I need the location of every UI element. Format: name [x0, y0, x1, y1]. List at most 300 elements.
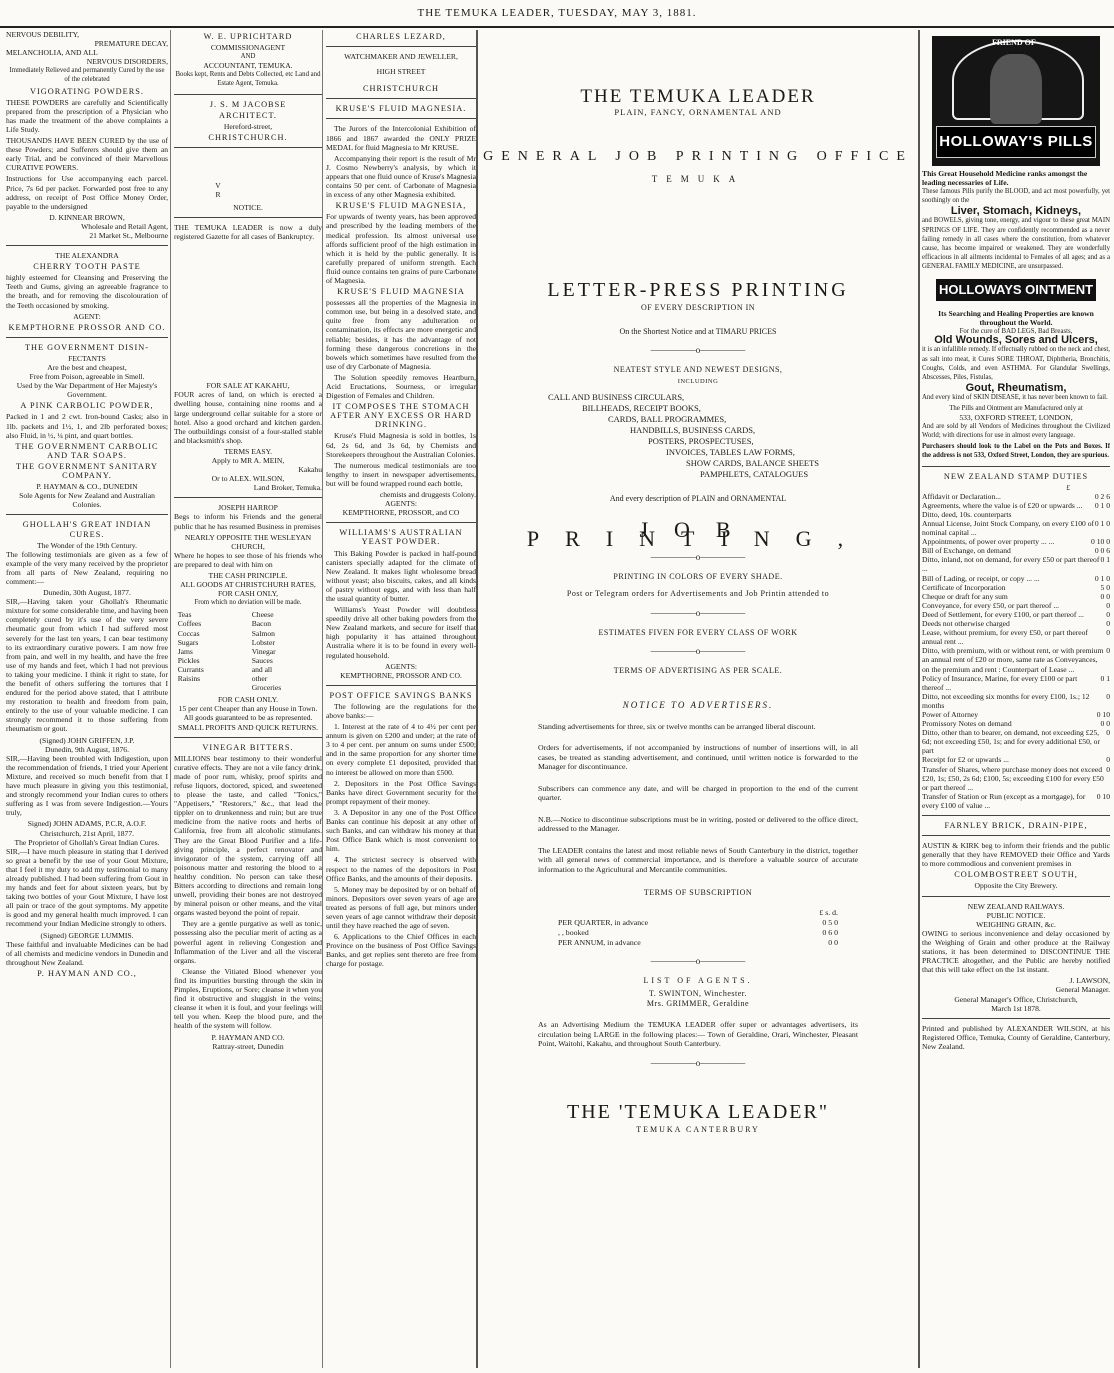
harrop-text: Begs to inform his Friends and the general public that he has resumed Business in premises — [174, 512, 322, 531]
kakahu-text: FOUR acres of land, on which is erected a dwelling house, containing nine rooms and a large underground cellar suitable for a store or hotel. Also a good orchard and kitchen garden. The outbuildings consist of a four-stalled stable and blacksmith's shop. — [174, 390, 322, 445]
stamp-duty-item: Ditto, inland, not on demand, for every £50 or part thereof ... — [922, 555, 1100, 574]
kruse-text-6: Kruse's Fluid Magnesia is sold in bottles, 1s 6d, 2s 6d, and 3s 6d, by Chemists and Storekeepers throughout the Australian Colonies. — [326, 431, 476, 459]
lezard-trade: WATCHMAKER AND JEWELLER, — [344, 52, 458, 62]
uprichard-line: COMMISSIONAGENT — [210, 43, 286, 53]
signature-3: (Signed) GEORGE LUMMIS. — [40, 930, 134, 940]
stamp-duty-item: Affidavit or Declaration... — [922, 491, 1001, 501]
hayman-name: P. HAYMAN AND CO. — [211, 1032, 285, 1042]
advertising-medium: As an Advertising Medium the TEMUKA LEADER offer super or advantages advertisers, its circulation being LARGE in the following places:— Town of Geraldine, Orari, Winchester, Pleasant Point, Waitohi, Kakahu, and throughout South Canterbury. — [538, 1020, 858, 1049]
page-masthead: THE TEMUKA LEADER, TUESDAY, MAY 3, 1881. — [0, 0, 1114, 28]
kruse-text-7: The numerous medical testimonials are too lengthy to insert in newspaper advertisements, but will be found wrapped round each bottle, — [326, 460, 476, 488]
uprichard-name: W. E. UPRICHTARD — [203, 32, 293, 41]
divider — [174, 147, 322, 148]
jacobs-title: ARCHITECT. — [218, 110, 277, 120]
friend-of-label: FRIEND OF — [992, 38, 1036, 47]
stamp-duty-item: Agreements, where the value is of £20 or upwards ... — [922, 500, 1083, 510]
goods-item: Lobster — [251, 637, 275, 647]
letter-3: SIR,—I have much pleasure in stating that I derived so great a benefit by the use of your Gout Mixture, that I feel it my duty to add my testimonial to many already published. I had been suffering from Gout in my hands and feet for about sixteen years, but by taking two bottles of your Gout Mixture, I have lost all pain or trace of the gout symptoms. My appetite is good and my general health much improved. I can recommend your Indian Medicine strongly to others. — [6, 846, 168, 929]
instructions-text: Instructions for Use accompanying each parcel. Price, 7s 6d per packet. Forwarded post free to any address, on receipt of Post Office Money Order, payable to the undersigned — [6, 174, 168, 211]
goods-item: Vinegar — [251, 646, 276, 656]
divider — [174, 497, 322, 498]
stamp-duty-row — [922, 628, 1110, 646]
stamp-duty-amount: 0 — [1106, 600, 1110, 610]
stamp-duty-item: Transfer of Shares, where purchase money does not exceed £20, 1s; £50, 2s 6d; £100, 5s; exceeding £100 for every £50 or part thereof ... — [922, 764, 1104, 792]
divider — [6, 514, 168, 515]
apply-line: Apply to MR A. MEIN, — [211, 455, 285, 465]
goods-item: Sauces — [251, 655, 273, 665]
goods-item: Salmon — [251, 628, 275, 638]
apply-line: Land Broker, Temuka. — [253, 483, 322, 493]
subscription-value: 0 5 0 — [822, 917, 838, 927]
vinegar-heading: VINEGAR BITTERS. — [202, 742, 294, 752]
stamp-duty-row — [922, 555, 1110, 573]
manufactured-line: The Pills and Ointment are Manufactured only at — [949, 404, 1083, 412]
stamp-duty-row — [922, 583, 1110, 592]
leader-town: TEMUKA — [651, 174, 745, 185]
stamp-duty-item: Policy of Insurance, Marine, for every £100 or part thereof ... — [922, 673, 1078, 692]
brewery-line: Opposite the City Brewery. — [974, 881, 1058, 891]
signature-2: Signed) JOHN ADAMS, P.C.R, A.O.F. — [27, 819, 147, 829]
service-item: CARDS, BALL PROGRAMMES, — [608, 413, 727, 424]
lawson-line: J. LAWSON, — [1069, 976, 1110, 986]
weighing-heading: WEIGHING GRAIN, &c. — [976, 919, 1056, 929]
divider — [174, 94, 322, 95]
divider — [326, 522, 476, 523]
ornament-divider: —————o————— — [650, 1057, 746, 1068]
goods-item: Teas — [177, 610, 192, 620]
goods-item: Groceries — [251, 683, 282, 693]
divider — [6, 337, 168, 338]
agent-entry: Mrs. GRIMMER, Geraldine — [646, 999, 750, 1009]
kruse-text-3: For upwards of twenty years, has been approved and prescribed by the leading members of the medical profession. Its almost universal use affords sufficient proof of the high estimation in which it is held by the public generally. It is carefully prepared of uniform strength. Each fluid ounce contains ten grains of pure Carbonate of Magnesia. — [326, 212, 476, 285]
vinegar-text: MILLIONS bear testimony to their wonderful curative effects. They are not a vile fancy drink, made of poor rum, whisky, proof spirits and refuse liquors, doctored, spiced, and sweetened to please the taste, and called "Tonics," "Appetisers," "Restorers," &c., that lead the tippler on to drunkenness and ruin; but are true medicine from the native roots and herbs of California, free from all alcoholic stimulants. They are the Great Blood Purifier and a life-giving principle, a perfect renovator and invigorator of the system, carrying off all poisonous matter and restoring the blood to a healthy condition. No person can take these Bitters according to directions and remain long unwell, providing their bones are not destroyed by mineral poison or other means, and the vital organs wasted beyond the point of repair. — [174, 753, 322, 918]
divider — [174, 737, 322, 738]
cash-principle: THE CASH PRINCIPLE. — [208, 571, 288, 580]
posb-rule: 6. Applications to the Chief Offices in each Province on the business of Post Office Savings Banks, and get replies sent thereto are free from charge for postage. — [326, 932, 476, 969]
notice-para: Standing advertisements for three, six or twelve months can be arranged liberal discount. — [538, 721, 816, 731]
public-notice: PUBLIC NOTICE. — [986, 910, 1046, 920]
lezard-street: HIGH STREET — [376, 67, 426, 77]
stamp-duty-row — [922, 755, 1110, 764]
harrop-location: NEARLY OPPOSITE THE WESLEYAN CHURCH, — [184, 532, 312, 551]
disinfectants-heading: THE GOVERNMENT DISIN- — [24, 342, 150, 352]
estimates-line: ESTIMATES FIVEN FOR EVERY CLASS OF WORK — [598, 627, 798, 637]
kempthorne-name: KEMPTHORNE PROSSOR AND CO. — [8, 322, 166, 332]
stamp-duty-amount: 0 1 0 — [1094, 519, 1110, 528]
stamp-duty-item: Cheque or draft for any sum — [922, 591, 1008, 601]
divider — [922, 815, 1110, 816]
stamp-duty-row — [922, 519, 1110, 537]
williams-heading: WILLIAMS'S AUSTRALIAN YEAST POWDER. — [339, 528, 463, 547]
posb-rule: 4. The strictest secrecy is observed with respect to the names of the depositors in Post Office Banks, and the amounts of their deposits. — [326, 855, 476, 883]
vinegar-text-3: Cleanse the Vitiated Blood whenever you find its impurities bursting through the skin in Pimples, Eruptions, or Sore; cleanse it when you find it obstructive and sluggish in the veins; cleanse it when it is foul, and your feelings will tell you when. Keep the blood pure, and the health of the system will follow. — [174, 966, 322, 1031]
plain-ornamental: And every description of PLAIN and ORNAMENTAL — [609, 493, 787, 503]
harrop-name: JOSEPH HARROP — [218, 503, 278, 513]
no-deviation: From which no deviation will be made. — [194, 599, 302, 607]
post-telegram-line: Post or Telegram orders for Advertisements and Job Printin attended to — [566, 589, 830, 599]
stamp-duty-item: Transfer of Station or Run (except as a mortgage), for every £100 of value ... — [922, 791, 1086, 810]
agent-entry: T. SWINTON, Winchester. — [648, 989, 748, 999]
kruse-heading-2: KRUSE'S FLUID MAGNESIA, — [335, 201, 467, 211]
small-profits: SMALL PROFITS AND QUICK RETURNS. — [177, 722, 318, 732]
stamp-duty-amount: 0 1 0 — [1094, 500, 1110, 510]
stamp-duty-row — [922, 792, 1110, 810]
stamp-duty-item: Lease, without premium, for every £50, or part thereof annual rent ... — [922, 628, 1088, 647]
goods-item: Pickles — [177, 655, 200, 665]
goods-item: Coffees — [177, 619, 202, 629]
holloway-pills-banner: HOLLOWAY'S PILLS — [936, 126, 1096, 158]
stamp-duty-item: Ditto, not exceeding six months for every £100, 1s.; 12 months — [922, 691, 1090, 710]
stamp-duties-list — [922, 492, 1110, 810]
goods-item: Bacon — [251, 619, 272, 629]
nervous-line-1: NERVOUS DEBILITY, — [6, 30, 80, 39]
neatest-style: NEATEST STYLE AND NEWEST DESIGNS, — [613, 364, 783, 374]
stamp-duty-row — [922, 574, 1110, 583]
wounds-text: it is an infallible remedy. If effectually rubbed on the neck and chest, as salt into meat, it Cures SORE THROAT, Diphtheria, Bronchitis, Coughs, Colds, and even ASTHMA. For Glandular Swellings, Abscesses, Piles, Fistulas, — [922, 346, 1110, 381]
terms-line: TERMS OF ADVERTISING AS PER SCALE. — [613, 665, 783, 675]
divider — [174, 217, 322, 218]
uprichard-line: AND — [240, 53, 256, 61]
divider — [326, 98, 476, 99]
subscription-row — [558, 928, 838, 937]
letter-addressee: The Proprietor of Ghollah's Great Indian Cures. — [14, 837, 160, 847]
kinnear-role: Wholesale and Retail Agent, — [81, 221, 168, 231]
ornament-divider: —————o————— — [650, 552, 746, 563]
stamp-duty-item: Promissory Notes on demand — [922, 719, 1012, 729]
stamp-duty-amount: 0 0 — [1100, 591, 1110, 601]
notice-para: Subscribers can commence any date, and will be charged in proportion to the end of the current quarter. — [538, 783, 858, 803]
every-description: OF EVERY DESCRIPTION IN — [640, 303, 756, 313]
column-5 — [922, 30, 1110, 1368]
stamp-duty-amount: 0 2 6 — [1094, 491, 1110, 501]
divider — [6, 245, 168, 246]
ornament-divider: —————o————— — [650, 607, 746, 618]
stamp-duty-amount: 0 — [1106, 628, 1110, 638]
kruse-heading: KRUSE'S FLUID MAGNESIA. — [335, 104, 467, 114]
stamp-duty-amount: 0 0 6 — [1094, 546, 1110, 556]
kempthorne-name: KEMPTHORNE, PROSSOR AND CO. — [340, 670, 462, 680]
kinnear-address: 21 Market St., Melbourne — [89, 230, 168, 240]
stamp-duty-row — [922, 674, 1110, 692]
nervous-heading — [6, 30, 168, 96]
stamp-duty-amount: 0 — [1106, 609, 1110, 619]
shortest-notice: On the Shortest Notice and at TIMARU PRICES — [619, 326, 777, 336]
stamp-duty-row — [922, 592, 1110, 601]
disinfectants-line: Free from Poison, agreeable in Smell. — [29, 372, 145, 382]
subscription-label: PER QUARTER, in advance — [558, 917, 649, 927]
disinfectants-line: Are the best and cheapest, — [47, 363, 127, 372]
services-list — [548, 392, 838, 480]
stamp-duty-amount: 5 0 — [1100, 582, 1110, 592]
printer-imprint: Printed and published by ALEXANDER WILSON, at his Registered Office, Temuka, County of Geraldine, Canterbury, New Zealand. — [922, 1023, 1110, 1051]
stamp-duty-amount: 0 10 — [1096, 791, 1110, 801]
notice-para: The LEADER contains the latest and most reliable news of South Canterbury in the district, together with all general news of commercial importance, and is therefore a valuable source of accurate information to the Agricultural and Mercantile communities. — [538, 845, 858, 874]
sanitary-company: THE GOVERNMENT SANITARY COMPANY. — [15, 461, 159, 481]
stamp-duty-amount: 0 1 0 — [1094, 573, 1110, 583]
colombo-street: COLOMBOSTREET SOUTH, — [954, 870, 1078, 880]
stamp-duty-row — [922, 537, 1110, 546]
kruse-heading-3: KRUSE'S FLUID MAGNESIA — [337, 287, 465, 297]
guaranteed-line: All goods guaranteed to be as represented. — [183, 713, 313, 723]
great-household: This Great Household Medicine ranks amongst the leading necessaries of Life. — [922, 169, 1088, 188]
cheaper-line: 15 per cent Cheaper than any House in Town. — [178, 704, 318, 714]
nervous-line-2: PREMATURE DECAY, — [94, 39, 168, 49]
stamp-duty-amount: 0 1 — [1100, 673, 1110, 683]
stamp-duty-item: Ditto, deed, 10s. counterparts — [922, 509, 1012, 519]
column-4-leader-advert — [476, 30, 920, 1368]
posb-rule: 2. Depositors in the Post Office Savings Banks have direct Government security for the prompt repayment of their money. — [326, 778, 476, 806]
stamp-duty-amount: 0 — [1106, 646, 1110, 656]
leader-subtitle: PLAIN, FANCY, ORNAMENTAL AND — [614, 107, 782, 118]
including-label: INCLUDING — [677, 377, 719, 385]
posb-heading: POST OFFICE SAVINGS BANKS — [329, 690, 473, 700]
lezard-name: CHARLES LEZARD, — [356, 32, 446, 41]
stamp-duty-item: Deed of Settlement, for every £100, or part thereof ... — [922, 609, 1084, 619]
stamp-currency: £ — [1066, 482, 1070, 492]
stamp-duty-amount: 0 10 0 — [1091, 537, 1110, 547]
royal-cipher: V R — [215, 180, 281, 200]
column-1 — [6, 30, 168, 1368]
agents-label: AGENTS: — [384, 499, 418, 509]
stamp-duty-amount: 0 1 — [1100, 555, 1110, 565]
liver-heading: Liver, Stomach, Kidneys, — [950, 205, 1082, 218]
pills-text: These famous Pills purify the BLOOD, and act most powerfully, yet soothingly on the — [922, 188, 1110, 205]
letter-date: Christchurch, 21st April, 1877. — [39, 828, 135, 838]
subscription-currency: £ s. d. — [819, 907, 838, 917]
posb-rule: 3. A Depositor in any one of the Post Office Banks can continue his deposit at any other of such Banks, and can withdraw his money at that Post Office Bank which is most convenient to him. — [326, 807, 476, 854]
stamp-duties-heading: NEW ZEALAND STAMP DUTIES — [943, 471, 1089, 481]
stamp-duty-amount: 0 — [1106, 619, 1110, 629]
letter-date: Dunedin, 9th August, 1876. — [45, 744, 129, 754]
stamp-duty-row — [922, 610, 1110, 619]
posb-intro: The following are the regulations for the above banks:— — [326, 701, 476, 720]
divider — [922, 896, 1110, 897]
divider — [326, 46, 476, 47]
lawson-line: General Manager. — [1055, 985, 1110, 995]
kakahu-heading: FOR SALE AT KAKAHU, — [206, 381, 290, 391]
goods-item: and all other — [251, 664, 273, 684]
stamp-duty-item: Bill of Lading, or receipt, or copy ... ... — [922, 573, 1040, 583]
ornament-divider: —————o————— — [650, 645, 746, 656]
sold-text: And are sold by all Vendors of Medicines throughout the Civilized World; with directions for use in almost every language. — [922, 423, 1110, 440]
stamp-duty-row — [922, 728, 1110, 755]
alexandra-heading: THE ALEXANDRA — [55, 251, 119, 261]
harrop-where: Where he hopes to see those of his friends who are prepared to deal with him on — [174, 550, 322, 569]
hayman-dunedin: P. HAYMAN & CO., DUNEDIN — [36, 482, 138, 492]
agents-heading: LIST OF AGENTS. — [643, 976, 753, 986]
subscription-heading: TERMS OF SUBSCRIPTION — [643, 888, 753, 898]
cure-line: For the cure of BAD LEGS, Bad Breasts, — [959, 328, 1073, 336]
notice-para: N.B.—Notice to discontinue subscriptions must be in writing, posted or delivered to the office direct, addressed to the Manager. — [538, 814, 858, 834]
goods-item: Sugars — [177, 637, 199, 647]
stamp-duty-item: Conveyance, for every £50, or part thereof ... — [922, 600, 1060, 610]
divider — [922, 1018, 1110, 1019]
stamp-duty-item: Deeds not otherwise charged — [922, 619, 1010, 629]
blank-space — [174, 243, 322, 381]
lawson-line: General Manager's Office, Christchurch, — [954, 994, 1078, 1004]
goods-item: Raisins — [177, 674, 201, 684]
searching-line: Its Searching and Healing Properties are known throughout the World. — [938, 309, 1094, 328]
footer-title: THE 'TEMUKA LEADER" — [567, 1100, 829, 1123]
subscription-label: PER ANNUM, in advance — [558, 937, 641, 947]
hayman-address: Rattray-street, Dunedin — [212, 1041, 284, 1051]
cherry-heading: CHERRY TOOTH PASTE — [33, 262, 141, 272]
divider — [326, 685, 476, 686]
general-job-office: GENERAL JOB PRINTING OFFICE — [483, 149, 913, 165]
subscription-row — [558, 918, 838, 927]
stamp-duty-amount: 0 0 — [1100, 719, 1110, 729]
stamp-duty-amount: 0 — [1106, 728, 1110, 738]
stamp-duty-row — [922, 510, 1110, 519]
nervous-line-4: NERVOUS DISORDERS, — [86, 57, 168, 67]
service-item: INVOICES, TABLES LAW FORMS, — [666, 446, 795, 457]
ghollah-text: The following testimonials are given as a few of example of the very many received by the proprietor from all parts of New Zealand, requiring no comment:— — [6, 549, 168, 586]
holloway-pills-illustration — [932, 36, 1100, 166]
stamp-duty-row — [922, 546, 1110, 555]
apply-line: Kakahu — [298, 465, 322, 475]
cherry-text: highly esteemed for Cleansing and Preserving the Teeth and Gums, giving an agreeable fragrance to the breath, and for removing the discolouration of the Teeth occasioned by smoking. — [6, 273, 168, 310]
stamp-duty-row — [922, 646, 1110, 673]
stamp-duty-item: Ditto, with premium, with or without rent, or with premium an annual rent of £20 or more, same rate as Conveyances, on the premium and rent : Counterpart of Lease ... — [922, 646, 1104, 674]
kruse-chemists: chemists and druggests Colony. — [379, 490, 476, 500]
column-3 — [322, 30, 476, 1368]
subscription-value: 0 0 — [828, 937, 838, 947]
lawson-line: March 1st 1878. — [991, 1003, 1041, 1013]
service-item: CALL AND BUSINESS CIRCULARS, — [548, 391, 685, 402]
apply-line: Or to ALEX. WILSON, — [211, 474, 285, 484]
stamp-duty-item: Power of Attorney — [922, 709, 979, 719]
uprichard-line: ACCOUNTANT, TEMUKA. — [203, 61, 293, 71]
uprichard-services: Books kept, Rents and Debts Collected, etc Land and Estate Agent, Temuka. — [175, 71, 321, 88]
austin-text: AUSTIN & KIRK beg to inform their friends and the public generally that they have REMOVED their Office and Yards to more commodious and convenient premises in — [922, 841, 1110, 869]
stamp-duty-amount: 0 — [1106, 755, 1110, 765]
stamp-duty-item: Receipt for £2 or upwards ... — [922, 755, 1009, 765]
notice-para: Orders for advertisements, if not accompanied by instructions of number of insertions will, in all cases, be treated as standing advertisement, and continued, until written notice is forwarded to the Manager for discontinuance. — [538, 743, 858, 772]
service-item: BILLHEADS, RECEIPT BOOKS, — [582, 402, 701, 413]
letter-date: Dunedin, 30th August, 1877. — [43, 588, 131, 598]
stamp-duty-row — [922, 601, 1110, 610]
agent-label: AGENT: — [73, 311, 101, 321]
farnley-heading: FARNLEY BRICK, DRAIN-PIPE, — [944, 821, 1088, 830]
stamp-duty-amount: 0 10 — [1096, 709, 1110, 719]
goods-item: Coccas — [177, 628, 200, 638]
ghollah-wonder: The Wonder of the 19th Century. — [37, 540, 137, 550]
kruse-text-5: The Solution speedily removes Heartburn, Acid Eructations, Sourness, or irregular Digestion of Females and Children. — [326, 372, 476, 401]
colors-line: PRINTING IN COLORS OF EVERY SHADE. — [613, 572, 783, 582]
goods-item: Currants — [177, 664, 204, 674]
stamp-duty-item: Certificate of Incorporation — [922, 582, 1006, 592]
divider — [922, 835, 1110, 836]
subscription-header-row — [558, 908, 838, 917]
stamp-duty-row — [922, 501, 1110, 510]
kruse-text-4: possesses all the properties of the Magnesia in common use, but being in a desolved state, and quite free from any adulteration or contamination, its effects are more energetic and reliable; besides, it has the advantage of not forming these dangerous concretions in the bowels which sometimes have resulted from the use of dry Carbonate of Magnesia. — [326, 298, 476, 371]
packed-text: Packed in 1 and 2 cwt. Iron-bound Casks; also in 1lb. packets and 1½, 1, and 2lb perforated boxes; also Fluid, in ½, ¼ pint, and quart bottles. — [6, 412, 168, 440]
carbolic-powder: A PINK CARBOLIC POWDER, — [20, 401, 154, 411]
goods-list — [174, 610, 322, 692]
powders-text: THESE POWDERS are carefully and Scientifically prepared from the prescription of a Physician who has made the treatment of the above complaints a Life Study. — [6, 97, 168, 134]
railways-heading: NEW ZEALAND RAILWAYS. — [967, 901, 1065, 911]
subscription-row — [558, 938, 838, 947]
nervous-line-6: VIGORATING POWDERS. — [30, 86, 144, 96]
stamp-duty-amount: 0 — [1106, 764, 1110, 774]
stamp-duty-amount: 0 — [1106, 691, 1110, 701]
seated-figure-icon — [990, 54, 1042, 124]
goods-left — [178, 610, 245, 692]
disinfectants-line: Used by the War Department of Her Majesty's Government. — [16, 381, 158, 400]
column-2 — [170, 30, 322, 1368]
stamp-duty-item: Annual License, Joint Stock Company, on every £100 of nominal capital ... — [922, 519, 1095, 538]
nervous-line-5: Immediately Relieved and permanently Cured by the use of the celebrated — [9, 67, 165, 84]
notice-heading: NOTICE. — [233, 202, 263, 212]
faithful-text: These faithful and invaluable Medicines can be had of all chemists and medicine vendors in Dunedin and throughout New Zealand. — [6, 939, 168, 967]
kruse-composes: IT COMPOSES THE STOMACH AFTER ANY EXCESS OR HARD DRINKING. — [330, 402, 472, 430]
goods-right — [252, 610, 319, 692]
purchasers-text: Purchasers should look to the Label on the Pots and Boxes. If the address is not 533, Oxford Street, London, they are spurious. — [922, 443, 1110, 460]
stamp-duty-item: Ditto, other than to bearer, on demand, not exceeding £25, 6d; not exceeding £50, 1s; and for every additional £50, or part — [922, 728, 1100, 756]
signature-1: (Signed) JOHN GRIFFEN, J.P. — [39, 735, 135, 745]
goods-item: Cheese — [251, 610, 274, 620]
agents-label: AGENTS: — [384, 661, 418, 671]
hayman-footer: P. HAYMAN AND CO., — [37, 968, 137, 978]
oxford-address: 533, OXFORD STREET, LONDON, — [959, 413, 1073, 423]
posb-rule: 1. Interest at the rate of 4 to 4½ per cent per annum is given on £200 and under; at the rate of 3 to 4 per cent. per annum on sums under £500; and in the same proportion for any shorter time on every complete £1 deposited, provided that no interest be allowed on more than £500. — [326, 722, 476, 777]
kinnear-name: D. KINNEAR BROWN, — [49, 212, 125, 222]
stamp-duty-row — [922, 765, 1110, 792]
ornament-divider: —————o————— — [650, 955, 746, 966]
williams-text-1: This Baking Powder is packed in half-pound canisters specially adapted for the climate of New Zealand. It makes light wholesome bread without yeast; also biscuits, cakes, and all kinds of pastry without eggs, and with less than half the usual quantity of butter. — [326, 548, 476, 603]
divider — [922, 466, 1110, 467]
gout-text: And every kind of SKIN DISEASE, it has never been known to fail. — [922, 393, 1108, 401]
all-goods: ALL GOODS AT CHRISTCHURH RATES, FOR CASH ONLY, — [180, 580, 316, 599]
notice-to-advertisers: NOTICE TO ADVERTISERS. — [622, 699, 774, 710]
sole-agents: Sole Agents for New Zealand and Australian Colonies. — [19, 491, 155, 510]
ghollah-heading: GHOLLAH'S GREAT INDIAN CURES. — [22, 520, 152, 539]
disinfectants-sub: FECTANTS — [68, 353, 106, 363]
subscription-label: , , booked — [558, 927, 589, 937]
stamp-duty-row — [922, 692, 1110, 710]
wounds-heading: Old Wounds, Sores and Ulcers, — [934, 334, 1098, 347]
jacobs-name: J. S. M JACOBSE — [209, 99, 287, 109]
jacobs-street: Hereford-street, — [223, 121, 273, 131]
letter-1: SIR,—Having taken your Ghollah's Rheumatic mixture for some considerable time, and having been completely cured by it's use of the very severe rheumatic gout from which I had suffered most severely for the last ten years, I can bear testimony to its extraordinary curative powers. I am now free from pain, and well in my health, and have the free use of my hands and feet, which I had not previous to taking your medicine. I think it right to state, for the benefit of others suffering the tortures that I endured for the period above stated, that I attribute my restoration to health and freedom from pain, entirely to the use of your valuable medicine. I can strongly recommend it to those suffering from rheumatism or gout. — [6, 597, 168, 734]
goods-item: Jams — [177, 646, 193, 656]
kruse-text-2: Accompanying their report is the result of Mr J. Cosmo Newberry's analysis, by which it appears that one fluid ounce of Kruse's Magnesia contains 50 per cent. of Carbonate of Magnesia in excess of any other Magnesia exhibited. — [326, 153, 476, 200]
holloway-ointment-banner: HOLLOWAYS OINTMENT — [936, 279, 1096, 301]
stamp-duty-row — [922, 492, 1110, 501]
terms-easy: TERMS EASY. — [224, 446, 272, 456]
pills-text-2: and BOWELS, giving tone, energy, and vigour to these great MAIN SPRINGS OF LIFE. They are confidently recommended as a never failing remedy in all cases where the constitution, from whatever cause, has become impaired or weakened. They are wonderfully efficacious in all ailments incidental to Females of all ages; and as a GENERAL FAMILY MEDICINE, are unsurpassed. — [922, 217, 1110, 270]
kruse-text-1: The Jurors of the Intercolonial Exhibition of 1866 and 1867 awarded the ONLY PRIZE MEDAL for fluid Magnesia to Mr KRUSE. — [326, 124, 476, 152]
jacobs-city: CHRISTCHURCH. — [208, 132, 288, 142]
service-item: HANDBILLS, BUSINESS CARDS, — [630, 424, 756, 435]
letter-2: SIR,—Having been troubled with Indigestion, upon the recommendation of friends, I tried your Aperient Mixture, and received so much benefit from that I have much pleasure in giving you this testimonial, and strongly recommend your Indian cures to others suffering as I was from severe Indigestion.—Yours truly, — [6, 753, 168, 818]
kempthorne-name: KEMPTHORNE, PROSSOR, and CO — [342, 508, 460, 518]
job-printing-heading: JOB PRINTING, — [526, 517, 870, 552]
owing-text: OWING to serious inconvenience and delay occasioned by the Weighing of Grain and other produce at the Railway stations, it has been determined to DISCONTINUE THE PRACTICE altogether, and the Public are hereby notified that this will take effect on the 1st instant. — [922, 928, 1110, 975]
service-item: PAMPHLETS, CATALOGUES — [700, 468, 809, 479]
divider — [326, 118, 476, 119]
subscription-table — [558, 908, 838, 947]
nervous-line-3: MELANCHOLIA, AND ALL — [6, 48, 98, 58]
vinegar-text-2: They are a gentle purgative as well as tonic, possessing also the peculiar merit of acting as a powerful agent in relieving Congestion and Inflammation of the Liver and all the visceral organs. — [174, 919, 322, 965]
leader-title: THE TEMUKA LEADER — [580, 86, 816, 107]
carbolic-soaps: THE GOVERNMENT CARBOLIC AND TAR SOAPS. — [15, 441, 159, 460]
royal-arms-area — [174, 153, 322, 203]
stamp-duty-item: Appointments, of power over property ... ... — [922, 537, 1055, 547]
stamp-duty-row — [922, 719, 1110, 728]
service-item: SHOW CARDS, BALANCE SHEETS — [686, 457, 820, 468]
stamp-duty-row — [922, 710, 1110, 719]
